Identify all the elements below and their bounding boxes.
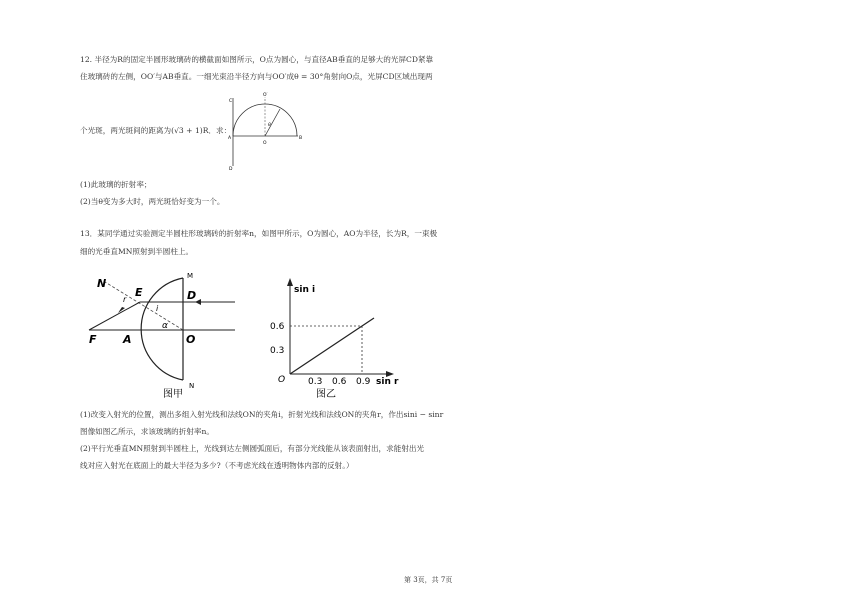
fig-yi-xlabel: sin r bbox=[376, 377, 399, 387]
y-tick-label: 0.6 bbox=[270, 322, 285, 332]
fig-jia-label-i: i bbox=[156, 304, 159, 313]
fig12-label-C: C bbox=[229, 99, 233, 104]
p13-q1-line1: (1)改变入射光的位置，测出多组入射光线和法线ON的夹角i，折射光线和法线ON的夹角r，作出sini − sinr bbox=[80, 410, 444, 419]
p13-q2-line1: (2)平行光垂直MN照射到半圆柱上，光线到达左侧圆弧面后，有部分光线能从该表面射出，求能射出光 bbox=[80, 444, 425, 453]
fig-jia-label-alpha: α bbox=[162, 321, 168, 331]
fig-jia-caption: 图甲 bbox=[163, 389, 183, 400]
x-tick-label: 0.6 bbox=[332, 377, 347, 387]
fig-jia-label-O: O bbox=[186, 333, 196, 346]
fig-jia-label-N: N bbox=[97, 277, 107, 290]
fig-yi-ylabel: sin i bbox=[294, 285, 316, 295]
y-axis-arrow bbox=[287, 278, 293, 286]
fig-jia-label-D: D bbox=[187, 289, 197, 302]
fig12-label-A: A bbox=[228, 136, 232, 141]
p12-q2: (2)当θ变为多大时，两光斑恰好变为一个。 bbox=[80, 197, 225, 206]
fig-yi-caption: 图乙 bbox=[316, 389, 336, 400]
x-tick-label: 0.3 bbox=[308, 377, 323, 387]
figure-p12 bbox=[226, 90, 316, 172]
p13-line2: 细的光垂直MN照射到半圆柱上。 bbox=[80, 247, 194, 256]
figure-jia bbox=[85, 270, 245, 400]
page-footer: 第 3页，共 7页 bbox=[404, 576, 453, 584]
fig12-label-D: D bbox=[229, 167, 233, 172]
fig-jia-label-M: M bbox=[187, 272, 194, 280]
p12-line1: 12. 半径为R的固定半圆形玻璃砖的横截面如图所示，O点为圆心，与直径AB垂直的足够大的光屏CD紧靠 bbox=[80, 55, 434, 64]
fig12-label-O: O bbox=[263, 141, 267, 146]
p13-line1: 13．某同学通过实验测定半圆柱形玻璃砖的折射率n，如图甲所示，O为圆心，AO为半径，长为R，一束极 bbox=[80, 229, 438, 238]
fig-jia-label-A: A bbox=[123, 333, 132, 346]
figure-yi-chart bbox=[268, 270, 408, 400]
fig-jia-label-N2: N bbox=[189, 382, 195, 390]
fig-jia-label-r: r bbox=[123, 295, 127, 304]
p13-q2-line2: 线对应入射光在底面上的最大半径为多少?（不考虑光线在透明物体内部的反射。） bbox=[80, 461, 354, 470]
fig12-label-B: B bbox=[299, 136, 303, 141]
fig12-label-O-prime: O′ bbox=[263, 93, 268, 98]
fig-yi-origin: O bbox=[278, 375, 286, 385]
p12-line3: 个光斑，两光斑间的距离为(√3 + 1)R．求： bbox=[80, 126, 232, 135]
fig-jia-label-E: E bbox=[135, 286, 143, 299]
fig12-label-theta: θ bbox=[268, 123, 271, 128]
x-tick-label: 0.9 bbox=[356, 377, 371, 387]
y-tick-label: 0.3 bbox=[270, 346, 285, 356]
p13-q1-line2: 图像如图乙所示，求该玻璃的折射率n。 bbox=[80, 427, 214, 436]
fig-jia-label-F: F bbox=[89, 333, 97, 346]
p12-q1: (1)此玻璃的折射率； bbox=[80, 180, 152, 189]
p12-line2: 住玻璃砖的左侧，OO′与AB垂直。一细光束沿半径方向与OO′成θ = 30°角射向O点，光屏CD区域出现两 bbox=[80, 72, 433, 81]
